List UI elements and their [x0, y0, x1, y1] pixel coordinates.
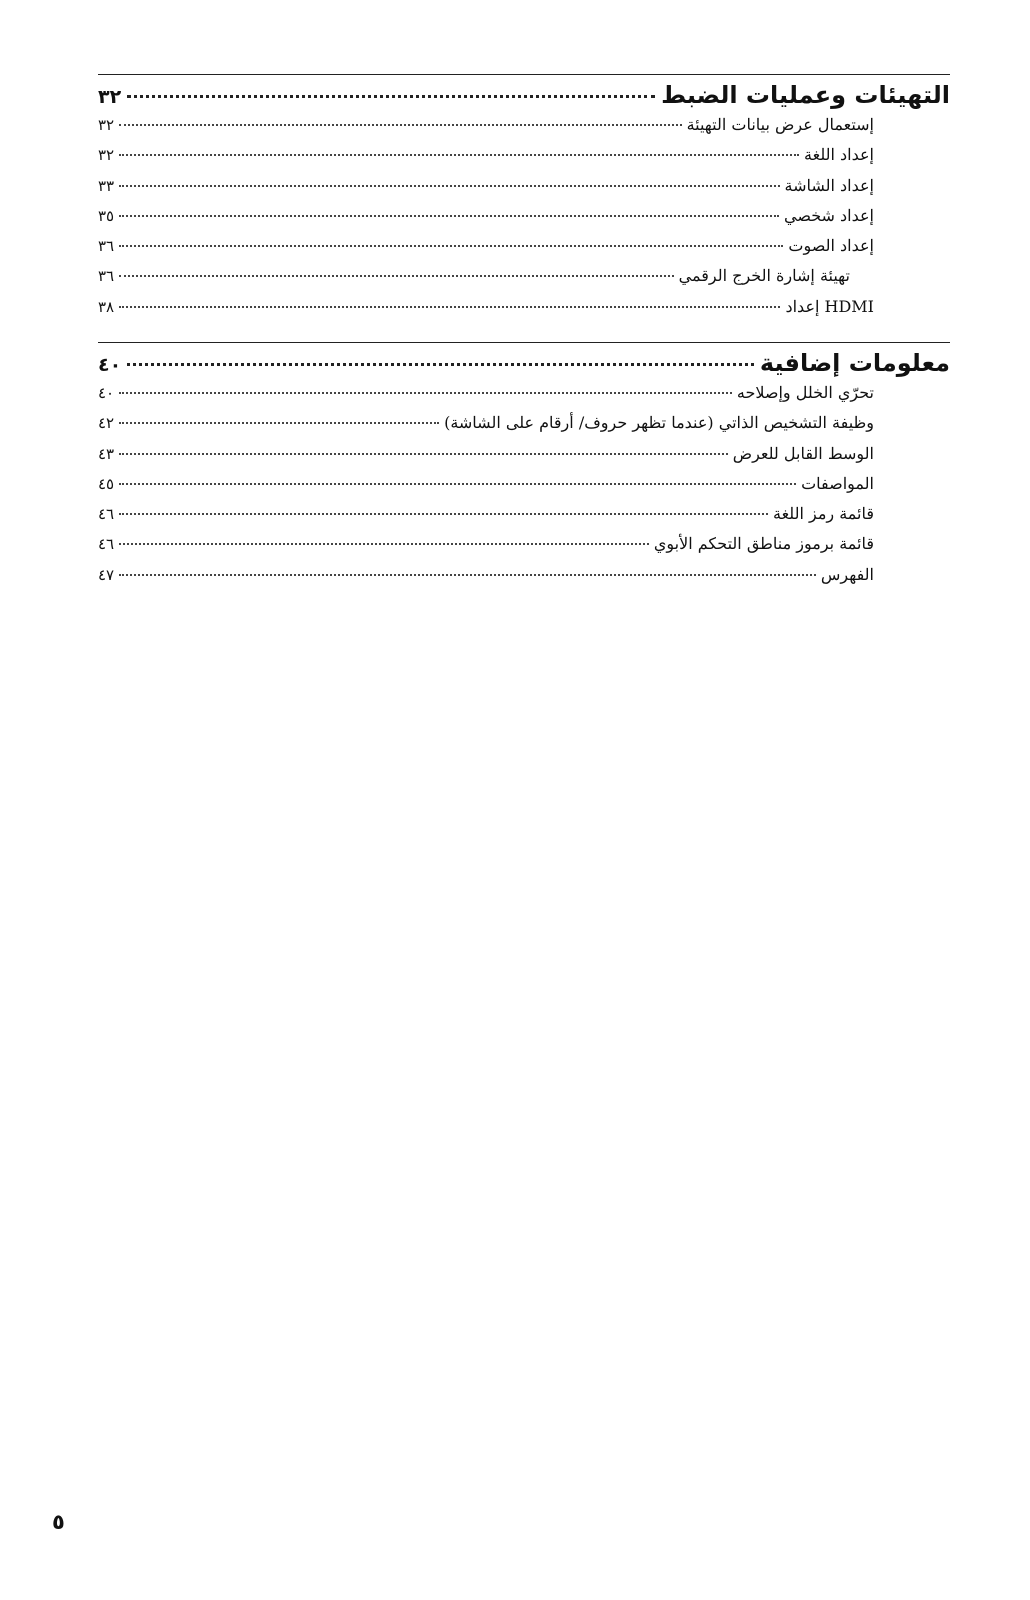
leader-dots: [119, 154, 799, 156]
entry-title: تهيئة إشارة الخرج الرقمي: [678, 266, 850, 286]
entry-page: ٤٦: [98, 535, 115, 554]
toc-entry[interactable]: [98, 474, 874, 504]
entry-page: ٣٥: [98, 206, 115, 225]
section-heading[interactable]: [98, 343, 950, 383]
leader-dots: [119, 513, 768, 515]
entry-page: ٤٢: [98, 414, 115, 433]
entry-title: إعداد الشاشة: [784, 175, 874, 195]
entry-title: HDMI إعداد: [785, 296, 874, 316]
toc-entry[interactable]: [98, 176, 874, 206]
entry-title: الوسط القابل للعرض: [732, 443, 874, 463]
section-page: ٣٢: [98, 86, 122, 108]
leader-dots: [119, 574, 816, 576]
toc-entry[interactable]: [98, 504, 874, 534]
toc-subentry[interactable]: [98, 266, 850, 296]
entry-title: قائمة رمز اللغة: [772, 504, 874, 524]
toc-entry[interactable]: [98, 444, 874, 474]
toc-section-settings: [98, 74, 950, 327]
leader-dots: [119, 185, 779, 187]
section-title: معلومات إضافية: [759, 349, 950, 377]
entry-title: إعداد الصوت: [788, 236, 874, 256]
entry-page: ٣٨: [98, 297, 115, 316]
entry-page: ٣٢: [98, 116, 115, 134]
toc-entry[interactable]: [98, 297, 874, 327]
leader-dots: [119, 422, 439, 424]
entry-page: ٣٢: [98, 146, 115, 165]
leader-dots: [127, 363, 754, 366]
leader-dots: [119, 483, 796, 485]
entry-title: تحرّي الخلل وإصلاحه: [736, 383, 874, 402]
entry-page: ٤٦: [98, 505, 115, 524]
leader-dots: [127, 95, 655, 98]
entry-page: ٤٧: [98, 565, 115, 584]
entry-title: إعداد اللغة: [804, 145, 874, 165]
section-heading[interactable]: [98, 75, 950, 115]
entry-page: ٤٣: [98, 444, 115, 463]
entry-title: إعداد شخصي: [784, 205, 874, 225]
entry-title: إستعمال عرض بيانات التهيئة: [686, 115, 874, 134]
section-title: التهيئات وعمليات الضبط: [661, 81, 950, 109]
toc-entry[interactable]: [98, 206, 874, 236]
entry-page: ٣٦: [98, 237, 115, 256]
toc-section-additional-info: [98, 342, 950, 595]
section-page: ٤٠: [98, 354, 122, 376]
leader-dots: [119, 215, 779, 217]
toc-entry[interactable]: [98, 565, 874, 595]
leader-dots: [119, 245, 783, 247]
entry-title: قائمة برموز مناطق التحكم الأبوي: [653, 534, 874, 554]
toc-entry[interactable]: [98, 534, 874, 564]
entry-page: ٤٠: [98, 384, 115, 402]
leader-dots: [119, 306, 780, 308]
toc-entry[interactable]: [98, 236, 874, 266]
entry-title: الفهرس: [820, 564, 874, 584]
leader-dots: [119, 453, 728, 455]
leader-dots: [119, 124, 681, 126]
entry-page: ٣٦: [98, 267, 115, 286]
entry-page: ٤٥: [98, 474, 115, 493]
entry-page: ٣٣: [98, 176, 115, 195]
toc-entry[interactable]: [98, 115, 874, 145]
toc-entry[interactable]: [98, 383, 874, 413]
entry-title: المواصفات: [801, 473, 874, 493]
entry-title: وظيفة التشخيص الذاتي (عندما تظهر حروف/ أرقام على الشاشة): [444, 413, 874, 433]
leader-dots: [119, 543, 649, 545]
leader-dots: [119, 275, 674, 277]
page-number: ٥: [52, 1510, 65, 1534]
toc-entry[interactable]: [98, 413, 874, 443]
leader-dots: [119, 392, 732, 394]
toc-entry[interactable]: [98, 145, 874, 175]
